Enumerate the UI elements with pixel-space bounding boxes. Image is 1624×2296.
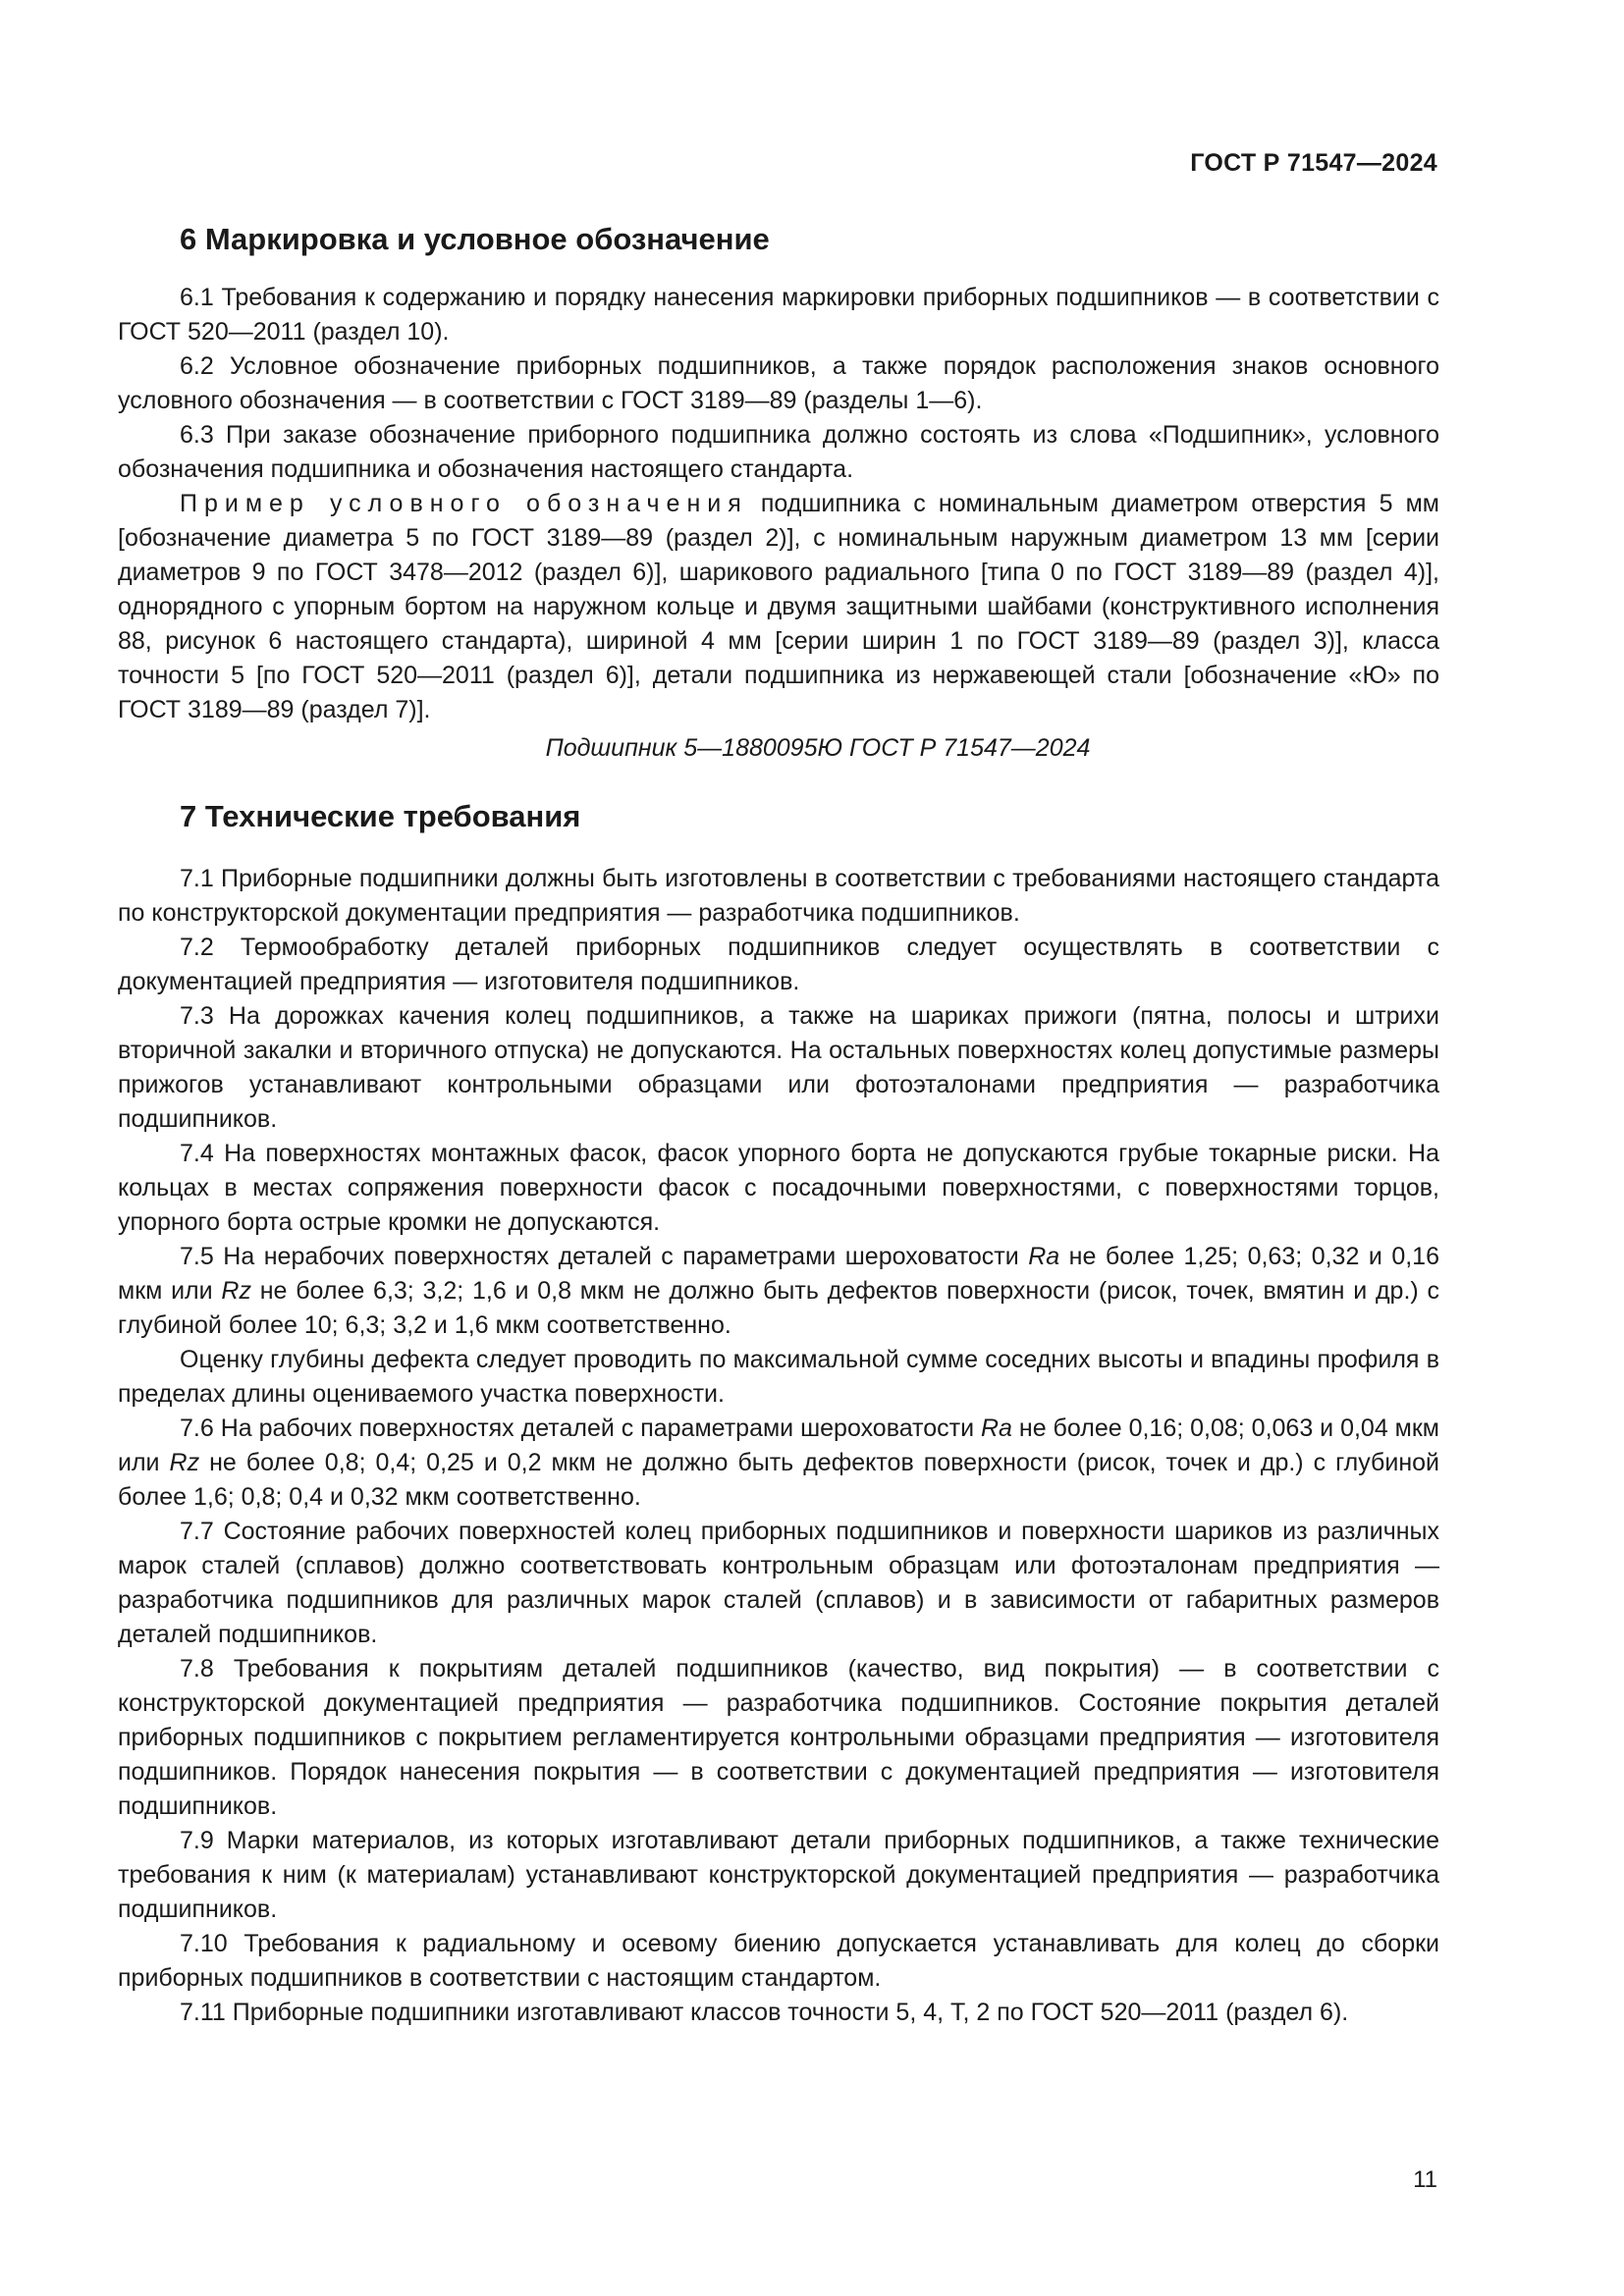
paragraph-7-1: 7.1 Приборные подшипники должны быть изготовлены в соответствии с требованиями настоящего стандарта по конструкторской документации предприятия — разработчика подшипников. [118, 865, 1439, 927]
paragraph-7-8: 7.8 Требования к покрытиям деталей подшипников (качество, вид покрытия) — в соответствии с конструкторской документацией предприятия — разработчика подшипников. Состояние покрытия деталей приборных подшипников с покрытием регламентируется контрольными образцами предприятия — изготовителя подшипников. Порядок нанесения покрытия — в соответствии с документацией предприятия — изготовителя подшипников. [118, 1655, 1439, 1820]
p7-6-part-b: не более 0,16; 0,08; 0,063 и 0,04 мкм или [118, 1415, 1439, 1476]
paragraph-7-9: 7.9 Марки материалов, из которых изготавливают детали приборных подшипников, а также технические требования к ним (к материалам) устанавливают конструкторской документацией предприятия — разработчика подшипников. [118, 1827, 1439, 1923]
paragraph-7-11: 7.11 Приборные подшипники изготавливают классов точности 5, 4, Т, 2 по ГОСТ 520—2011 (раздел 6). [180, 1999, 1349, 2026]
ra-symbol: Ra [980, 1415, 1012, 1442]
paragraph-6-3: 6.3 При заказе обозначение приборного подшипника должно состоять из слова «Подшипник», условного обозначения подшипника и обозначения настоящего стандарта. [118, 421, 1439, 483]
example-text: подшипника с номинальным диаметром отверстия 5 мм [обозначение диаметра 5 по ГОСТ 3189—89 (раздел 2)], с номинальным наружным диаметром 13 мм [серии диаметров 9 по ГОСТ 3478—2012 (раздел 6)], шарикового радиального [типа 0 по ГОСТ 3189—89 (раздел 4)], однорядного с упорным бортом на наружном кольце и двумя защитными шайбами (конструктивного исполнения 88, рисунок 6 настоящего стандарта), шириной 4 мм [серии ширин 1 по ГОСТ 3189—89 (раздел 3)], класса точности 5 [по ГОСТ 520—2011 (раздел 6)], детали подшипника из нержавеющей стали [обозначение «Ю» по ГОСТ 3189—89 (раздел 7)]. [118, 490, 1439, 723]
paragraph-7-4: 7.4 На поверхностях монтажных фасок, фасок упорного борта не допускаются грубые токарные риски. На кольцах в местах сопряжения поверхности фасок с посадочными поверхностями, с поверхностями торцов, упорного борта острые кромки не допускаются. [118, 1140, 1439, 1236]
paragraph-7-2: 7.2 Термообработку деталей приборных подшипников следует осуществлять в соответствии с документацией предприятия — изготовителя подшипников. [118, 934, 1439, 995]
paragraph-7-3: 7.3 На дорожках качения колец подшипников, а также на шариках прижоги (пятна, полосы и штрихи вторичной закалки и вторичного отпуска) не допускаются. На остальных поверхностях колец допустимые размеры прижогов устанавливают контрольными образцами или фотоэталонами предприятия — разработчика подшипников. [118, 1002, 1439, 1133]
ra-symbol: Ra [1028, 1243, 1060, 1270]
paragraph-defect-depth: Оценку глубины дефекта следует проводить по максимальной сумме соседних высоты и впадины профиля в пределах длины оцениваемого участка поверхности. [118, 1346, 1439, 1408]
rz-symbol: Rz [221, 1277, 251, 1305]
paragraph-7-10: 7.10 Требования к радиальному и осевому биению допускается устанавливать для колец до сборки приборных подшипников в соответствии с настоящим стандартом. [118, 1930, 1439, 1992]
paragraph-7-5 [118, 1240, 1439, 1343]
standard-code-header: ГОСТ Р 71547—2024 [1190, 149, 1437, 177]
example-paragraph [118, 487, 1439, 727]
p7-6-part-c: не более 0,8; 0,4; 0,25 и 0,2 мкм не должно быть дефектов поверхности (рисок, точек и др.) с глубиной более 1,6; 0,8; 0,4 и 0,32 мкм соответственно. [118, 1449, 1439, 1511]
section-7-heading: 7 Технические требования [180, 799, 581, 833]
example-label: Пример условного обозначения [180, 490, 748, 517]
p7-5-part-c: не более 6,3; 3,2; 1,6 и 0,8 мкм не должно быть дефектов поверхности (рисок, точек, вмятин и др.) с глубиной более 10; 6,3; 3,2 и 1,6 мкм соответственно. [118, 1277, 1439, 1339]
paragraph-7-7: 7.7 Состояние рабочих поверхностей колец приборных подшипников и поверхности шариков из различных марок сталей (сплавов) должно соответствовать контрольным образцам или фотоэталонам предприятия — разработчика подшипников для различных марок сталей (сплавов) и в зависимости от габаритных размеров деталей подшипников. [118, 1518, 1439, 1648]
paragraph-6-2: 6.2 Условное обозначение приборных подшипников, а также порядок расположения знаков основного условного обозначения — в соответствии с ГОСТ 3189—89 (разделы 1—6). [118, 352, 1439, 414]
example-designation: Подшипник 5—1880095Ю ГОСТ Р 71547—2024 [545, 734, 1091, 762]
p7-5-part-b: не более 1,25; 0,63; 0,32 и 0,16 мкм или [118, 1243, 1439, 1305]
p7-6-part-a: 7.6 На рабочих поверхностях деталей с параметрами шероховатости [180, 1415, 981, 1442]
paragraph-7-6 [118, 1412, 1439, 1515]
paragraph-6-1: 6.1 Требования к содержанию и порядку нанесения маркировки приборных подшипников — в соответствии с ГОСТ 520—2011 (раздел 10). [118, 284, 1439, 346]
rz-symbol: Rz [169, 1449, 200, 1476]
section-6-heading: 6 Маркировка и условное обозначение [180, 222, 770, 256]
p7-5-part-a: 7.5 На нерабочих поверхностях деталей с параметрами шероховатости [180, 1243, 1029, 1270]
page-number: 11 [1413, 2166, 1437, 2193]
page-content [118, 222, 1439, 2030]
